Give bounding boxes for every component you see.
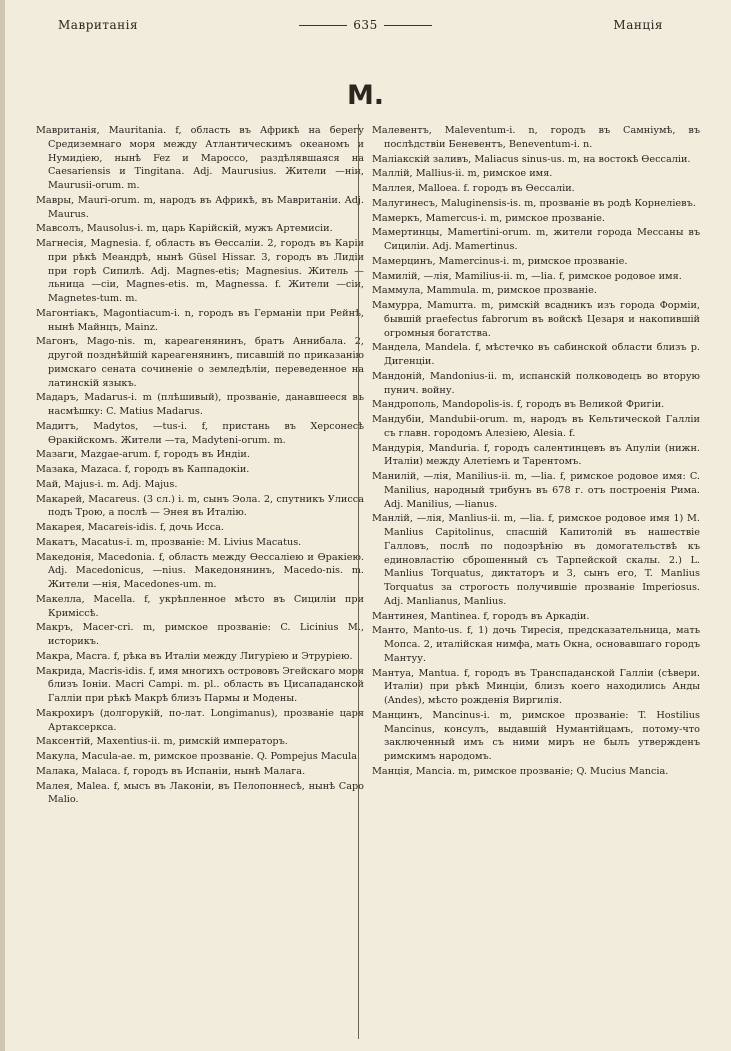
dictionary-entry: Мазаги, Mazgae-arum. f, городъ въ Индіи. [36,449,250,461]
page-number-dash-left [299,25,347,26]
dictionary-entry: Мамурра, Mamurra. m, римскій всадникъ изъ города Форміи, бывшій praefectus fabrorum въ войскѣ Цезаря и накопившій огромныя богатства. [372,300,700,339]
dictionary-entry: Мавританія, Mauritania. f, область въ Африкѣ на берегу Средиземнаго моря между Атлантическимъ океаномъ и Нумидіею, нынѣ Fez и Мароссо, раздѣлявшаяся на Caesariensis и Tingitana. Adj. Maurusius. Жители —ніи, Maurusii-orum. m. [36,125,364,191]
dictionary-entry: Маллея, Malloea. f. городъ въ Ѳессаліи. [372,183,575,194]
right-column [372,124,700,780]
dictionary-entry: Макра, Macra. f, рѣка въ Италіи между Лигуріею и Этруріею. [36,650,353,662]
dictionary-entry: Мавсолъ, Mausolus-i. m, царь Карійскій, мужъ Артемисіи. [36,223,333,235]
dictionary-entry: Мазака, Mazaca. f, городъ въ Каппадокіи. [36,464,250,475]
dictionary-entry: Мамеркъ, Mamercus-i. m, римское прозваніе. [372,212,605,224]
dictionary-entry: Магнесія, Magnesia. f, область въ Ѳессаліи. 2, городъ въ Каріи при рѣкѣ Меандрѣ, нынѣ Güsel Hissar. 3, городъ въ Лидіи при горѣ Сипилѣ. Adj. Magnes-etis; Magnesius. Житель —льница —сіи, Magnes-etis. m, Magnessa. f. Жители —сіи, Magnetes-tum. m. [36,238,364,304]
dictionary-entry: Макрохиръ (долгорукій, по-лат. Longimanus), прозваніе царя Артаксеркса. [36,707,364,733]
dictionary-entry: Магонъ, Mago-nis. m, кареагенянинъ, братъ Аннибала. 2, другой позднѣйшій кареагенянинъ, писавшій по приказанію римскаго сената сочиненіе о земледѣліи, переведенное на латинскій языкъ. [36,336,364,389]
dictionary-entry: Маліакскій заливъ, Maliacus sinus-us. m, на востокѣ Ѳессаліи. [372,153,691,165]
dictionary-entry: Маллій, Mallius-ii. m, римское имя. [372,168,553,180]
dictionary-entry: Мантинея, Mantinea. f, городъ въ Аркадіи. [372,610,590,622]
dictionary-entry: Максентій, Maxentius-ii. m, римскій императоръ. [36,736,288,748]
dictionary-entry: Македонія, Macedonia. f, область между Ѳессаліею и Ѳракіею. Adj. Macedonicus, —nius. Македонянинъ, Macedo-nis. m. Жители —нія, Macedones-um. m. [36,551,364,590]
dictionary-entry: Манція, Mancia. m, римское прозваніе; Q. Mucius Mancia. [372,765,669,777]
running-head [40,18,691,36]
dictionary-entry: Макарея, Macareis-idis. f, дочь Исса. [36,522,224,533]
dictionary-entry: Макелла, Macella. f, укрѣпленное мѣсто въ Сициліи при Криміссѣ. [36,593,364,619]
dictionary-entry: Мамертинцы, Mamertini-orum. m, жители города Мессаны въ Сициліи. Adj. Mamertinus. [372,227,700,252]
dictionary-entry: Май, Majus-i. m. Adj. Majus. [36,478,178,490]
dictionary-entry: Манто, Manto-us. f, 1) дочь Тиресія, предсказательница, мать Мопса. 2, италійская нимфа, мать Окна, основавшаго городъ Мантуу. [372,625,700,664]
running-head-right: Манція [613,18,663,32]
page-number: 635 [353,18,378,32]
dictionary-entry: Мамерцинъ, Mamercinus-i. m, римское прозваніе. [372,255,628,267]
dictionary-entry: Мандубіи, Mandubii-orum. m, народъ въ Кельтической Галліи съ главн. городомъ Алезіею, Alesia. f. [372,414,700,439]
dictionary-entry: Маммула, Mammula. m, римское прозваніе. [372,285,597,297]
dictionary-entry: Манлій, —лія, Manlius-ii. m, —lia. f, римское родовое имя 1) M. Manlius Capitolinus, спасшій Капитолій въ нашествіе Галловъ, послѣ по подозрѣнію въ домогательствѣ къ единовластію сброшенный съ Тарпейской скалы. 2.) L. Manlius Torquatus, диктаторъ и 3, сынъ его, T. Manlius Torquatus за строгость получившіе прозваніе Imperiosus. Adj. Manlianus, Manlius. [372,513,700,607]
dictionary-entry: Мадитъ, Madytos, —tus-i. f, пристань въ Херсонесѣ Ѳракійскомъ. Жители —та, Madyteni-orum. m. [36,420,364,446]
dictionary-entry: Мандела, Mandela. f, мѣстечко въ сабинской области близъ р. Дигенціи. [372,342,700,367]
page-edge-shadow [0,0,5,1051]
dictionary-entry: Малугинесъ, Maluginensis-is. m, прозваніе въ родѣ Корнеліевъ. [372,197,696,209]
column-divider [358,124,359,1039]
dictionary-entry: Макарей, Macareus. (3 сл.) i. m, сынъ Эола. 2, спутникъ Улисса подъ Трою, а послѣ — Энея въ Италію. [36,493,364,519]
dictionary-entry: Малея, Malea. f, мысъ въ Лаконіи, въ Пелопоннесѣ, нынѣ Capo Malio. [36,780,364,806]
dictionary-entry: Мадаръ, Madarus-i. m (плѣшивый), прозваніе, данавшееся въ насмѣшку: C. Matius Madarus. [36,392,364,417]
section-letter: М. [346,80,385,111]
dictionary-entry: Макула, Macula-ae. m, римское прозваніе. Q. Pompejus Macula. [36,751,361,762]
dictionary-entry: Макръ, Macer-cri. m, римское прозваніе: C. Licinius M., историкъ. [36,622,364,647]
dictionary-entry: Мандоній, Mandonius-ii. m, испанскій полководецъ во вторую пунич. войну. [372,370,700,396]
dictionary-entry: Манилій, —лія, Manilius-ii. m, —lia. f, римское родовое имя: C. Manilius, народный трибунъ въ 678 г. отъ построенія Рима. Adj. Manilius, —lianus. [372,471,700,510]
dictionary-entry: Макрида, Macris-idis. f, имя многихъ острововъ Эгейскаго моря близъ Іоніи. Macri Campi. m. pl.. область въ Цисападанской Галліи при рѣкѣ Макрѣ близъ Пармы и Модены. [36,665,364,704]
running-head-left: Мавританія [58,18,139,32]
dictionary-entry: Мавры, Mauri-orum. m, народъ въ Африкѣ, въ Мавританіи. Adj. Maurus. [36,194,364,220]
dictionary-entry: Магонтіакъ, Magontiacum-i. n, городъ въ Германіи при Рейнѣ, нынѣ Майнцъ, Mainz. [36,307,364,333]
dictionary-entry: Макатъ, Macatus-i. m, прозваніе: M. Livius Macatus. [36,536,302,548]
dictionary-entry: Малака, Malaca. f, городъ въ Испаніи, нынѣ Малага. [36,765,306,777]
page-number-block [40,18,691,32]
dictionary-entry: Манцинъ, Mancinus-i. m, римское прозваніе: T. Hostilius Mancinus, консулъ, выдавшій Нумантійцамъ, потому-что заключенный имъ съ ними миръ не былъ утвержденъ римскимъ народомъ. [372,709,700,762]
dictionary-entry: Мандурія, Manduria. f, городъ салентинцевъ въ Апуліи (нижн. Италіи) между Алетіемъ и Тарентомъ. [372,442,700,468]
dictionary-entry: Мамилій, —лія, Mamilius-ii. m, —lia. f, римское родовое имя. [372,270,682,282]
dictionary-entry: Мандрополь, Mandopolis-is. f, городъ въ Великой Фригіи. [372,399,665,411]
left-column [36,124,364,808]
page-number-dash-right [384,25,432,26]
dictionary-entry: Мантуа, Mantua. f, городъ въ Транспаданской Галліи (сѣвери. Италіи) при рѣкѣ Минціи, близъ коего находились Анды (Andes), мѣсто рожденія Виргилія. [372,667,700,706]
dictionary-entry: Малевентъ, Maleventum-i. n, городъ въ Самніумѣ, въ послѣдствіи Беневентъ, Beneventum-i. n. [372,125,700,150]
